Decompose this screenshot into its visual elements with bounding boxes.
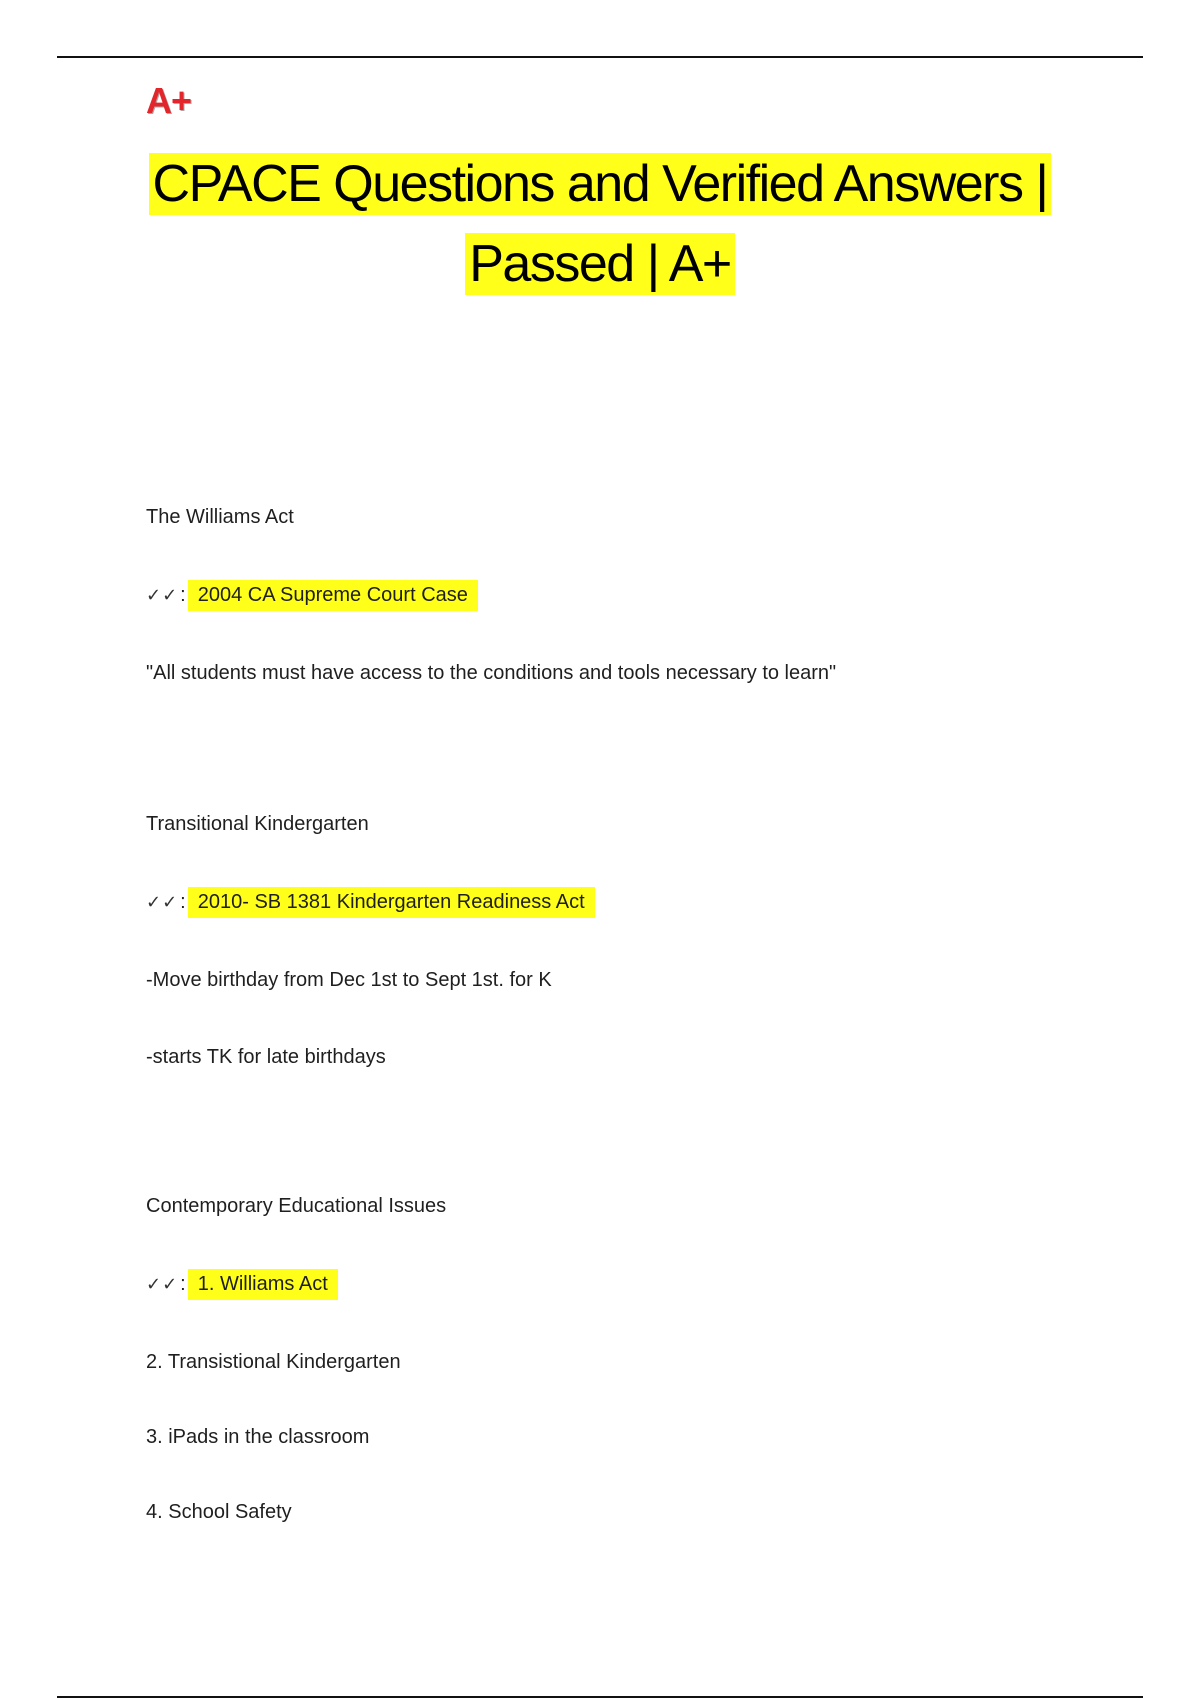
title-line-1: CPACE Questions and Verified Answers | (149, 153, 1052, 215)
title-line-2: Passed | A+ (465, 233, 735, 295)
double-check-icon: ✓✓ (146, 585, 179, 606)
question-2: Transitional Kindergarten (146, 813, 369, 835)
answer-3: 1. Williams Act (188, 1269, 338, 1300)
bottom-rule (57, 1696, 1143, 1698)
answer-2: 2010- SB 1381 Kindergarten Readiness Act (188, 887, 595, 918)
page-title (100, 144, 1100, 304)
note-2-1: -Move birthday from Dec 1st to Sept 1st. for K (146, 969, 552, 991)
answer-1: 2004 CA Supreme Court Case (188, 580, 478, 611)
grade-logo: A+ (146, 80, 192, 121)
note-3-2: 3. iPads in the classroom (146, 1426, 370, 1448)
note-3-1: 2. Transistional Kindergarten (146, 1351, 401, 1373)
question-3: Contemporary Educational Issues (146, 1195, 447, 1217)
double-check-icon: ✓✓ (146, 1274, 179, 1295)
question-1: The Williams Act (146, 506, 294, 528)
note-3-3: 4. School Safety (146, 1501, 292, 1523)
top-rule (57, 56, 1143, 58)
answer-3-line: ✓✓ : 1. Williams Act (146, 1269, 338, 1300)
double-check-icon: ✓✓ (146, 892, 179, 913)
answer-2-line: ✓✓ : 2010- SB 1381 Kindergarten Readiness Act (146, 887, 595, 918)
note-2-2: -starts TK for late birthdays (146, 1046, 386, 1068)
note-1-1: "All students must have access to the conditions and tools necessary to learn" (146, 662, 837, 684)
answer-1-line: ✓✓ : 2004 CA Supreme Court Case (146, 580, 478, 611)
